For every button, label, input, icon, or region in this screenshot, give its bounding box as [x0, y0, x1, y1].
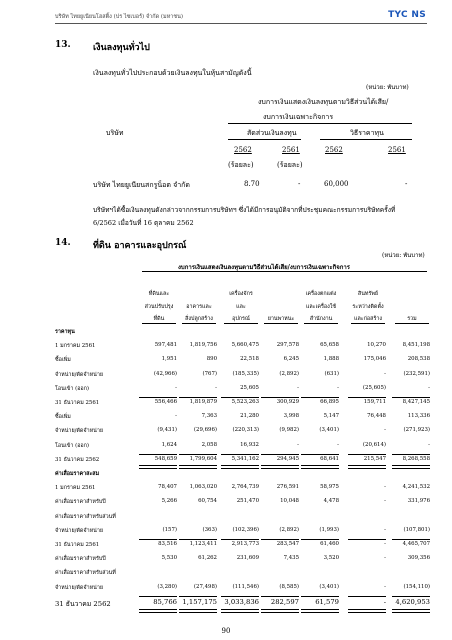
- ppe-cell: (232,591): [403, 370, 430, 377]
- ppe-row-label: ค่าเสื่อมราคาสำหรับส่วนที่: [55, 570, 116, 577]
- ppe-cell: (3,401): [319, 427, 339, 434]
- ppe-subtotal-rule: [392, 454, 430, 455]
- col-cost-header: วิธีราคาทุน: [350, 129, 384, 137]
- ppe-subtotal-rule: [179, 596, 217, 597]
- investment-company-name: บริษัท ไทยยูเนียนสกรูน็อต จำกัด: [93, 181, 190, 189]
- ppe-col-header-5-line-1: ระหว่างติดตั้ง: [352, 304, 384, 310]
- group-header-2: งบการเงินเฉพาะกิจการ: [263, 113, 334, 121]
- ppe-cell: (2,892): [279, 370, 299, 377]
- ppe-row-label: จำหน่าย/ตัดจำหน่าย: [55, 371, 104, 378]
- running-header-company: บริษัท ไทยยูเนียนโฮสติ้ง (ปร ไซเบอร์) จำกัด (มหาชน): [55, 14, 184, 20]
- ppe-cell: 556,466: [154, 399, 177, 405]
- ppe-cell: 4,620,953: [395, 597, 430, 606]
- ppe-row-label: จำหน่าย/ตัดจำหน่าย: [55, 527, 104, 534]
- ppe-cell: 65,658: [320, 342, 339, 349]
- ppe-total-double-rule: [221, 609, 259, 613]
- ppe-cell: 3,998: [283, 413, 299, 420]
- section-13-number: 13.: [55, 40, 71, 50]
- ppe-cell: 1,888: [323, 356, 339, 363]
- ppe-total-double-rule: [179, 609, 217, 613]
- ppe-subtotal-rule: [348, 454, 386, 455]
- ppe-cell: (3,401): [319, 583, 339, 590]
- ppe-col-header-2-line-0: เครื่องจักร: [229, 291, 253, 297]
- ppe-col-header-rule-0: [142, 323, 176, 324]
- ppe-cell: 2,058: [201, 441, 217, 448]
- ppe-cell: -: [215, 384, 217, 391]
- ppe-cell: 10,270: [367, 342, 386, 349]
- percent-label-2561: (ร้อยละ): [277, 161, 303, 169]
- ppe-cell: 5,147: [323, 413, 339, 420]
- ppe-col-header-0-line-1: ส่วนปรับปรุง: [144, 304, 174, 310]
- ppe-cell: 1,063,020: [189, 484, 217, 491]
- ppe-cell: -: [428, 384, 430, 391]
- ppe-cell: (111,546): [232, 583, 259, 590]
- ppe-cell: 1,819,756: [189, 342, 217, 349]
- ppe-cell: 7,363: [201, 413, 217, 420]
- ppe-cell: 4,478: [323, 498, 339, 505]
- ppe-cell: -: [384, 541, 386, 547]
- ppe-cell: 61,262: [198, 555, 217, 562]
- ppe-subtotal-rule: [139, 454, 177, 455]
- section-13-title: เงินลงทุนทั่วไป: [93, 43, 150, 53]
- ppe-subtotal-rule: [139, 397, 177, 398]
- ppe-cell: 331,976: [407, 498, 430, 505]
- ppe-cell: 85,766: [153, 597, 177, 606]
- ppe-col-header-rule-5: [351, 323, 385, 324]
- ppe-cell: 1,123,411: [189, 541, 217, 547]
- ppe-subtotal-rule: [301, 539, 339, 540]
- ppe-cell: (767): [202, 370, 217, 377]
- ppe-subtotal-rule: [348, 539, 386, 540]
- ppe-row-label: จำหน่าย/ตัดจำหน่าย: [55, 428, 104, 435]
- ppe-cell: 113,336: [407, 413, 430, 420]
- ppe-cell: -: [297, 384, 299, 391]
- ppe-cell: (27,498): [193, 583, 217, 590]
- ppe-total-double-rule: [348, 465, 386, 469]
- section-13-unit: (หน่วย: พันบาท): [366, 84, 409, 91]
- header-divider: [55, 23, 427, 24]
- ppe-cell: 5,266: [161, 498, 177, 505]
- ppe-cell: -: [337, 441, 339, 448]
- ppe-row-label: ค่าเสื่อมราคาสำหรับส่วนที่: [55, 513, 116, 520]
- year-2562-cost: 2562: [325, 146, 343, 154]
- group-header-rule: [228, 123, 412, 124]
- cost-2562-value: 60,000: [324, 180, 349, 188]
- ppe-table-title: งบการเงินแสดงเงินลงทุนตามวิธีส่วนได้เสีย/งบการเงินเฉพาะกิจการ: [178, 264, 350, 271]
- ppe-col-header-rule-3: [264, 323, 298, 324]
- ppe-cell: 231,609: [236, 555, 259, 562]
- ppe-subtotal-rule: [301, 454, 339, 455]
- year-2561-cost: 2561: [388, 146, 406, 154]
- holding-rule: [228, 139, 301, 140]
- ppe-cell: 10,048: [280, 498, 299, 505]
- ppe-cell: 8,427,145: [402, 399, 430, 405]
- ppe-cell: 22,518: [240, 356, 259, 363]
- ppe-row-label: ค่าเสื่อมราคาสะสม: [55, 471, 100, 477]
- ppe-cell: (154,110): [403, 583, 430, 590]
- ppe-subtotal-rule: [179, 397, 217, 398]
- ppe-subtotal-rule: [221, 539, 259, 540]
- ppe-cell: 61,579: [315, 597, 339, 606]
- ppe-subtotal-rule: [179, 454, 217, 455]
- ppe-row-label: ซื้อเพิ่ม: [55, 414, 71, 421]
- ppe-row-label: 31 ธันวาคม 2561: [55, 542, 100, 548]
- ppe-row-label: ค่าเสื่อมราคาสำหรับปี: [55, 556, 106, 563]
- ppe-subtotal-rule: [261, 454, 299, 455]
- ppe-cell: 3,520: [323, 555, 339, 562]
- ppe-cell: (2,892): [279, 526, 299, 533]
- section-13-note-line-2: 6/2562 เมื่อวันที่ 16 ตุลาคม 2562: [93, 219, 194, 227]
- ppe-cell: (107,801): [403, 526, 430, 533]
- col-company-header: บริษัท: [106, 129, 124, 137]
- ppe-col-header-rule-1: [182, 323, 216, 324]
- ppe-col-header-3-line-2: ยานพาหนะ: [267, 316, 295, 322]
- ppe-cell: -: [384, 583, 386, 590]
- ppe-subtotal-rule: [301, 596, 339, 597]
- ppe-subtotal-rule: [221, 454, 259, 455]
- ppe-row-label: จำหน่าย/ตัดจำหน่าย: [55, 584, 104, 591]
- section-14-unit: (หน่วย: พันบาท): [382, 252, 425, 259]
- ppe-subtotal-rule: [348, 596, 386, 597]
- ppe-cell: 66,895: [320, 399, 339, 405]
- ppe-total-double-rule: [261, 609, 299, 613]
- ppe-row-label: 31 ธันวาคม 2561: [55, 400, 100, 406]
- ppe-total-double-rule: [139, 465, 177, 469]
- ppe-subtotal-rule: [221, 596, 259, 597]
- year-2561-holding: 2561: [282, 146, 300, 154]
- ppe-cell: (220,313): [232, 427, 259, 434]
- ppe-col-header-rule-4: [304, 323, 338, 324]
- ppe-total-double-rule: [392, 465, 430, 469]
- ppe-cell: 297,578: [276, 342, 299, 349]
- ppe-subtotal-rule: [392, 596, 430, 597]
- year-2562-holding: 2562: [234, 146, 252, 154]
- section-13-intro: เงินลงทุนทั่วไปประกอบด้วยเงินลงทุนในหุ้นสามัญดังนี้: [93, 69, 252, 77]
- ppe-cell: (20,614): [362, 441, 386, 448]
- ppe-col-header-6-line-2: รวม: [407, 316, 417, 322]
- ppe-cell: -: [384, 498, 386, 505]
- ppe-cell: 1,624: [161, 441, 177, 448]
- ppe-cell: 7,435: [283, 555, 299, 562]
- section-14-number: 14.: [55, 238, 71, 248]
- ppe-subtotal-rule: [261, 539, 299, 540]
- ppe-cell: 25,605: [240, 384, 259, 391]
- ppe-col-header-5-line-2: และก่อสร้าง: [353, 316, 383, 322]
- ppe-col-header-rule-2: [224, 323, 258, 324]
- ppe-col-header-1-line-1: อาคารและ: [186, 304, 212, 310]
- ppe-cell: -: [175, 384, 177, 391]
- ppe-cell: 5,341,162: [231, 455, 259, 462]
- ppe-subtotal-rule: [392, 397, 430, 398]
- section-13-note-line-1: บริษัทฯได้ซื้อเงินลงทุนดังกล่าวจากกรรมการบริษัทฯ ซึ่งได้มีการอนุมัติจากที่ประชุมคณะกรรมการบริษัทครั้งที่: [93, 206, 396, 214]
- ppe-col-header-2-line-1: และ: [236, 304, 246, 310]
- ppe-cell: 215,547: [363, 455, 386, 462]
- ppe-cell: (3,280): [157, 583, 177, 590]
- ppe-col-header-4-line-0: เครื่องตกแต่ง: [305, 291, 337, 297]
- ppe-row-label: 1 มกราคม 2561: [55, 343, 96, 350]
- ppe-cell: 16,932: [240, 441, 259, 448]
- ppe-cell: (29,696): [193, 427, 217, 434]
- ppe-cell: -: [384, 555, 386, 562]
- ppe-total-double-rule: [301, 609, 339, 613]
- ppe-col-header-2-line-2: อุปกรณ์: [232, 316, 250, 322]
- ppe-cell: 8,268,558: [402, 455, 430, 462]
- ppe-col-header-5-line-0: สินทรัพย์: [357, 291, 379, 297]
- ppe-row-label: โอนเข้า (ออก): [55, 385, 90, 392]
- ppe-cell: -: [384, 484, 386, 491]
- ppe-cell: 1,157,175: [182, 597, 217, 606]
- ppe-cell: (363): [202, 526, 217, 533]
- ppe-subtotal-rule: [392, 539, 430, 540]
- ppe-subtotal-rule: [139, 596, 177, 597]
- ppe-cell: 175,046: [363, 356, 386, 363]
- ppe-subtotal-rule: [301, 397, 339, 398]
- ppe-cell: 1,819,879: [189, 399, 217, 405]
- ppe-cell: (1,993): [319, 526, 339, 533]
- ppe-cell: 2,913,773: [231, 541, 259, 547]
- ppe-cell: 58,975: [320, 484, 339, 491]
- ppe-cell: (271,923): [403, 427, 430, 434]
- ppe-cell: -: [384, 370, 386, 377]
- ppe-cell: 300,929: [276, 399, 299, 405]
- ppe-cell: (42,966): [153, 370, 177, 377]
- ppe-total-double-rule: [139, 609, 177, 613]
- ppe-cell: 3,033,836: [224, 597, 259, 606]
- ppe-row-label: 1 มกราคม 2561: [55, 485, 96, 492]
- ppe-cell: 282,597: [270, 597, 299, 606]
- ppe-total-double-rule: [301, 465, 339, 469]
- ppe-row-label: 31 ธันวาคม 2562: [55, 599, 111, 608]
- cost-2561-value: -: [405, 180, 408, 188]
- holding-2561-value: -: [298, 180, 301, 188]
- ppe-col-header-4-line-2: สำนักงาน: [309, 316, 333, 322]
- holding-2562-value: 8.70: [244, 180, 260, 188]
- ppe-cell: 294,945: [276, 455, 299, 462]
- ppe-cell: 83,516: [158, 541, 177, 547]
- ppe-col-header-rule-6: [395, 323, 429, 324]
- ppe-subtotal-rule: [179, 539, 217, 540]
- ppe-cell: 597,481: [154, 342, 177, 349]
- ppe-cell: -: [384, 526, 386, 533]
- ppe-cell: (25,605): [362, 384, 386, 391]
- ppe-cell: 2,764,739: [231, 484, 259, 491]
- ppe-row-label: ราคาทุน: [55, 329, 75, 335]
- ppe-cell: 4,241,532: [402, 484, 430, 491]
- ppe-cell: 548,659: [154, 455, 177, 462]
- ppe-total-double-rule: [261, 465, 299, 469]
- ppe-cell: (185,335): [232, 370, 259, 377]
- ppe-total-double-rule: [221, 465, 259, 469]
- ppe-cell: 4,465,707: [402, 541, 430, 547]
- ppe-cell: 68,641: [320, 455, 339, 462]
- ppe-cell: -: [297, 441, 299, 448]
- ppe-cell: -: [383, 597, 386, 606]
- ppe-cell: 159,711: [363, 399, 386, 405]
- ppe-subtotal-rule: [261, 596, 299, 597]
- ppe-table-title-rule: [142, 271, 427, 272]
- ppe-cell: -: [428, 441, 430, 448]
- ppe-cell: -: [337, 384, 339, 391]
- ppe-total-double-rule: [348, 609, 386, 613]
- ppe-cell: 283,547: [276, 541, 299, 547]
- ppe-cell: 6,245: [283, 356, 299, 363]
- ppe-cell: 8,451,198: [402, 342, 430, 349]
- ppe-col-header-4-line-1: และเครื่องใช้: [305, 304, 337, 310]
- ppe-total-double-rule: [392, 609, 430, 613]
- ppe-cell: 1,951: [161, 356, 177, 363]
- ppe-cell: 5,530: [161, 555, 177, 562]
- ppe-subtotal-rule: [139, 539, 177, 540]
- ppe-cell: -: [175, 413, 177, 420]
- ppe-col-header-0-line-0: ที่ดินและ: [148, 291, 170, 297]
- ppe-total-double-rule: [179, 465, 217, 469]
- ppe-cell: -: [384, 427, 386, 434]
- ppe-cell: 251,470: [236, 498, 259, 505]
- ppe-row-label: ซื้อเพิ่ม: [55, 357, 71, 364]
- ppe-cell: (8,585): [279, 583, 299, 590]
- ppe-cell: 276,591: [276, 484, 299, 491]
- ppe-subtotal-rule: [221, 397, 259, 398]
- ppe-col-header-0-line-2: ที่ดิน: [153, 316, 165, 322]
- cost-rule: [320, 139, 412, 140]
- ppe-cell: 78,407: [158, 484, 177, 491]
- page-number: 90: [221, 627, 231, 635]
- group-header-1: งบการเงินแสดงเงินลงทุนตามวิธีส่วนได้เสีย/: [258, 98, 389, 106]
- ppe-cell: 5,523,263: [231, 399, 259, 405]
- ppe-row-label: โอนเข้า (ออก): [55, 442, 90, 449]
- ppe-cell: 890: [206, 356, 217, 363]
- ppe-cell: (9,982): [279, 427, 299, 434]
- ppe-cell: 5,660,475: [231, 342, 259, 349]
- ppe-cell: 208,538: [407, 356, 430, 363]
- ppe-cell: 1,799,604: [189, 455, 217, 462]
- col-holding-header: สัดส่วนเงินลงทุน: [247, 129, 297, 137]
- ppe-row-label: 31 ธันวาคม 2562: [55, 456, 100, 463]
- ppe-cell: 60,754: [198, 498, 217, 505]
- ppe-subtotal-rule: [348, 397, 386, 398]
- percent-label-2562: (ร้อยละ): [228, 161, 254, 169]
- ppe-cell: 76,448: [367, 413, 386, 420]
- ppe-cell: 21,280: [240, 413, 259, 420]
- ppe-cell: 309,356: [407, 555, 430, 562]
- ppe-subtotal-rule: [261, 397, 299, 398]
- ppe-cell: (631): [324, 370, 339, 377]
- ppe-cell: (102,396): [232, 526, 259, 533]
- ppe-cell: (9,431): [157, 427, 177, 434]
- ppe-row-label: ค่าเสื่อมราคาสำหรับปี: [55, 499, 106, 506]
- company-logo: TYC NS: [388, 10, 426, 20]
- ppe-cell: (157): [162, 526, 177, 533]
- section-14-title: ที่ดิน อาคารและอุปกรณ์: [93, 241, 187, 251]
- ppe-col-header-1-line-2: สิ่งปลูกสร้าง: [185, 316, 213, 322]
- ppe-cell: 61,460: [320, 541, 339, 547]
